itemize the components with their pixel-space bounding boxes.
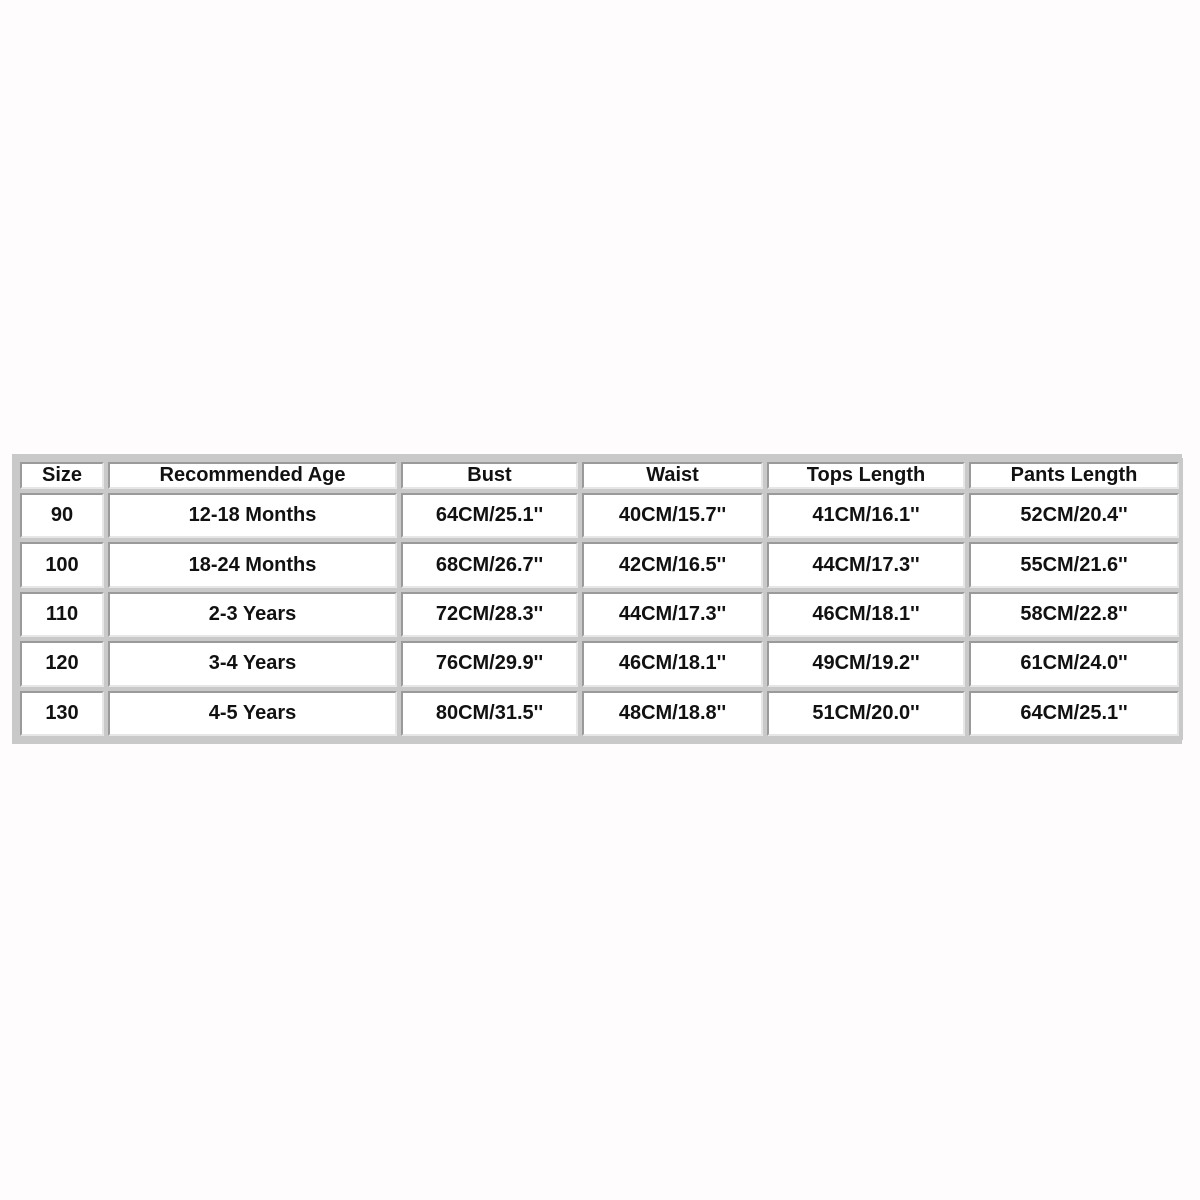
cell-waist: 42CM/16.5'' xyxy=(582,542,763,587)
cell-tops-length: 49CM/19.2'' xyxy=(767,641,965,686)
cell-size: 90 xyxy=(20,493,104,538)
size-chart-table xyxy=(16,458,1183,740)
table-row xyxy=(20,493,1179,538)
cell-bust: 72CM/28.3'' xyxy=(401,592,578,637)
cell-tops-length: 46CM/18.1'' xyxy=(767,592,965,637)
cell-recommended-age: 12-18 Months xyxy=(108,493,397,538)
cell-size: 100 xyxy=(20,542,104,587)
cell-pants-length: 58CM/22.8'' xyxy=(969,592,1179,637)
cell-waist: 40CM/15.7'' xyxy=(582,493,763,538)
cell-recommended-age: 3-4 Years xyxy=(108,641,397,686)
cell-size: 130 xyxy=(20,691,104,736)
cell-bust: 80CM/31.5'' xyxy=(401,691,578,736)
table-row xyxy=(20,641,1179,686)
header-waist: Waist xyxy=(582,462,763,489)
cell-recommended-age: 18-24 Months xyxy=(108,542,397,587)
cell-pants-length: 52CM/20.4'' xyxy=(969,493,1179,538)
table-row xyxy=(20,592,1179,637)
size-chart-frame xyxy=(12,454,1182,744)
cell-pants-length: 55CM/21.6'' xyxy=(969,542,1179,587)
cell-waist: 44CM/17.3'' xyxy=(582,592,763,637)
header-tops-length: Tops Length xyxy=(767,462,965,489)
cell-pants-length: 64CM/25.1'' xyxy=(969,691,1179,736)
header-size: Size xyxy=(20,462,104,489)
cell-tops-length: 44CM/17.3'' xyxy=(767,542,965,587)
cell-bust: 68CM/26.7'' xyxy=(401,542,578,587)
cell-size: 110 xyxy=(20,592,104,637)
table-row xyxy=(20,542,1179,587)
header-pants-length: Pants Length xyxy=(969,462,1179,489)
table-row xyxy=(20,691,1179,736)
cell-waist: 48CM/18.8'' xyxy=(582,691,763,736)
header-bust: Bust xyxy=(401,462,578,489)
cell-waist: 46CM/18.1'' xyxy=(582,641,763,686)
cell-bust: 64CM/25.1'' xyxy=(401,493,578,538)
cell-tops-length: 41CM/16.1'' xyxy=(767,493,965,538)
cell-tops-length: 51CM/20.0'' xyxy=(767,691,965,736)
cell-recommended-age: 4-5 Years xyxy=(108,691,397,736)
cell-pants-length: 61CM/24.0'' xyxy=(969,641,1179,686)
header-recommended-age: Recommended Age xyxy=(108,462,397,489)
cell-size: 120 xyxy=(20,641,104,686)
cell-recommended-age: 2-3 Years xyxy=(108,592,397,637)
cell-bust: 76CM/29.9'' xyxy=(401,641,578,686)
header-row xyxy=(20,462,1179,489)
